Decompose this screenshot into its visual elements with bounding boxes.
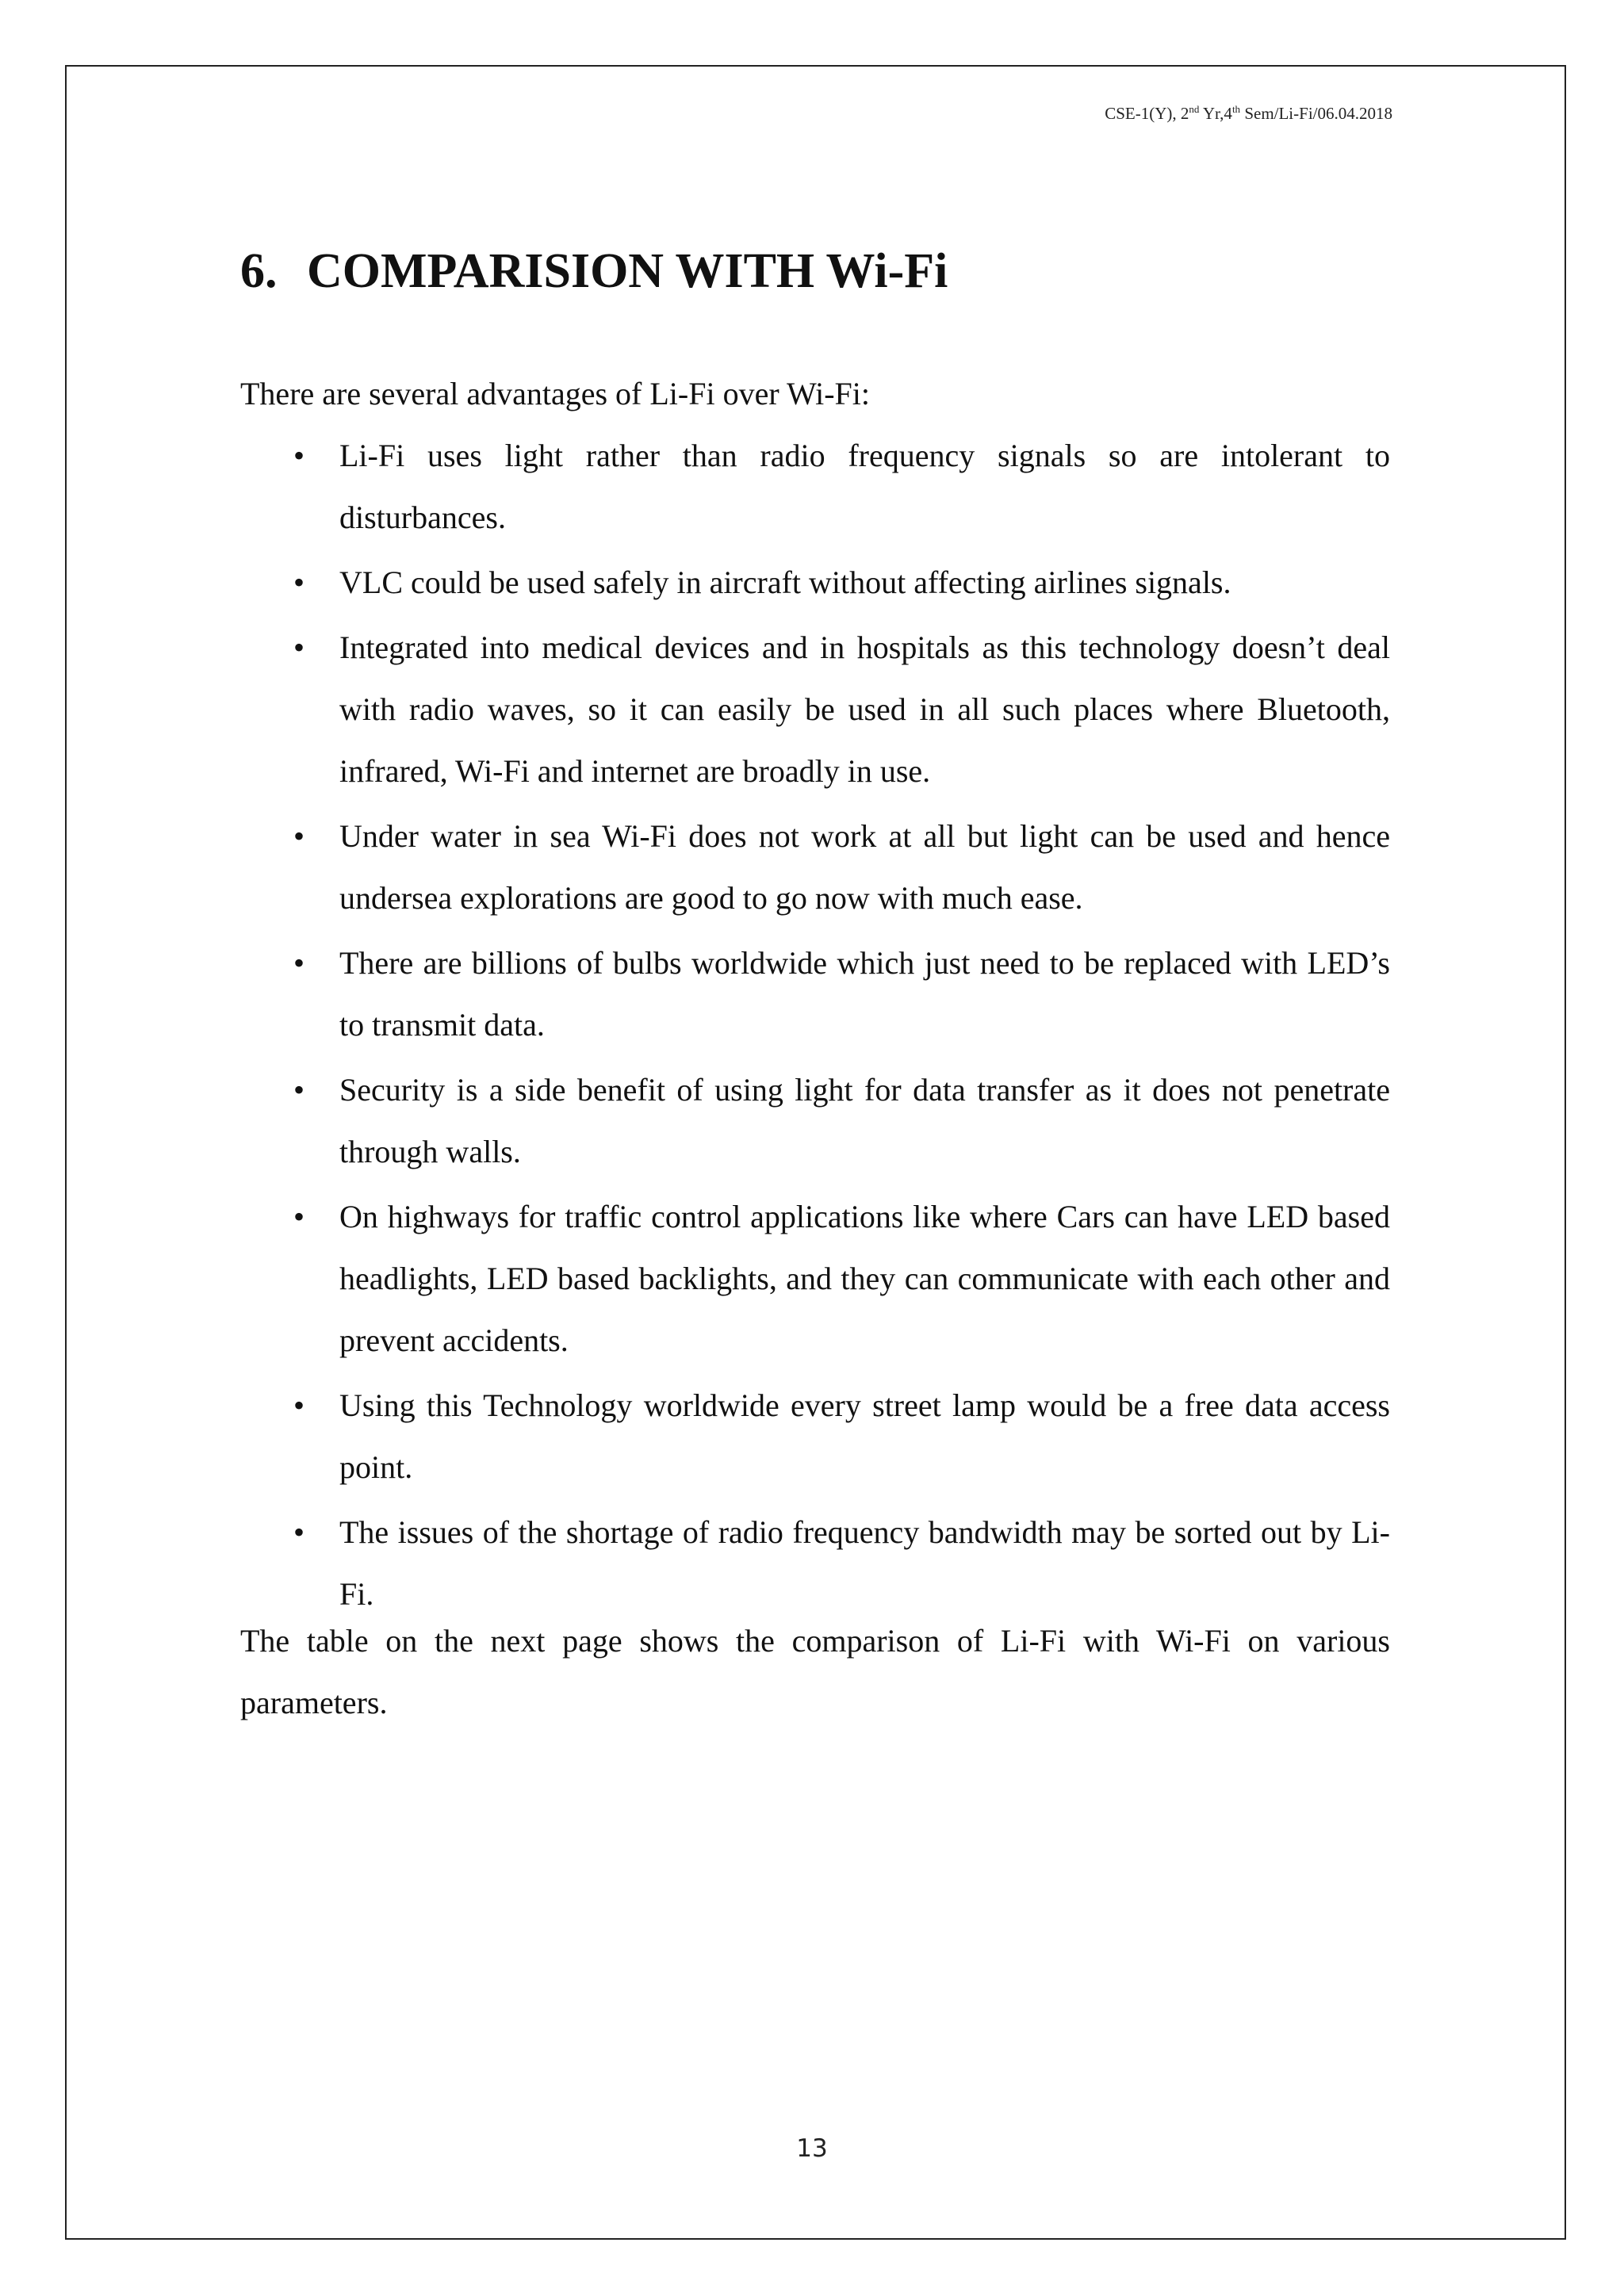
bullet-icon: • [293,818,305,854]
section-title: COMPARISION WITH Wi-Fi [307,244,948,298]
header-superscript-semester: th [1231,103,1241,115]
list-item-text: The issues of the shortage of radio frequency bandwidth may be sorted out by Li-Fi. [339,1514,1390,1612]
list-item [285,425,1390,549]
header-superscript-year: nd [1189,103,1200,115]
list-item [285,1502,1390,1625]
list-item-text: There are billions of bulbs worldwide which just need to be replaced with LED’s to transmit data. [339,945,1390,1043]
list-item-text: Li-Fi uses light rather than radio frequency signals so are intolerant to disturbances. [339,438,1390,535]
list-item [285,617,1390,802]
list-item [285,806,1390,929]
bullet-icon: • [293,438,305,473]
list-item [285,552,1390,614]
header-text-prefix: CSE-1(Y), 2 [1105,104,1189,123]
intro-paragraph: There are several advantages of Li-Fi over Wi-Fi: [240,376,871,411]
list-item-text: Under water in sea Wi-Fi does not work at all but light can be used and hence undersea explorations are good to go now with much ease. [339,818,1390,916]
bullet-icon: • [293,1072,305,1108]
list-item-text: Integrated into medical devices and in hospitals as this technology doesn’t deal with radio waves, so it can easily be used in all such places where Bluetooth, infrared, Wi-Fi and internet are broadly in use. [339,629,1390,789]
closing-paragraph: The table on the next page shows the comparison of Li-Fi with Wi-Fi on various parameters. [240,1623,1390,1720]
list-item [285,1375,1390,1498]
running-header [1105,101,1392,125]
list-item-text: VLC could be used safely in aircraft without affecting airlines signals. [339,564,1231,600]
bullet-icon: • [293,629,305,665]
list-item [285,1059,1390,1183]
page-number: 13 [796,2134,828,2163]
list-item [285,932,1390,1056]
bullet-icon: • [293,1387,305,1423]
bullet-icon: • [293,564,305,600]
bullet-icon: • [293,945,305,981]
bullet-icon: • [293,1199,305,1234]
list-item-text: Using this Technology worldwide every street lamp would be a free data access point. [339,1387,1390,1485]
list-item-text: On highways for traffic control applications like where Cars can have LED based headlights, LED based backlights, and they can communicate with each other and prevent accidents. [339,1199,1390,1358]
list-item [285,1186,1390,1372]
advantages-list [285,425,1390,1628]
list-item-text: Security is a side benefit of using light for data transfer as it does not penetrate through walls. [339,1072,1390,1169]
header-text-middle: Yr,4 [1199,104,1232,123]
section-heading [240,238,948,304]
bullet-icon: • [293,1514,305,1550]
section-number: 6. [240,244,278,298]
header-text-suffix: Sem/Li-Fi/06.04.2018 [1240,104,1392,123]
